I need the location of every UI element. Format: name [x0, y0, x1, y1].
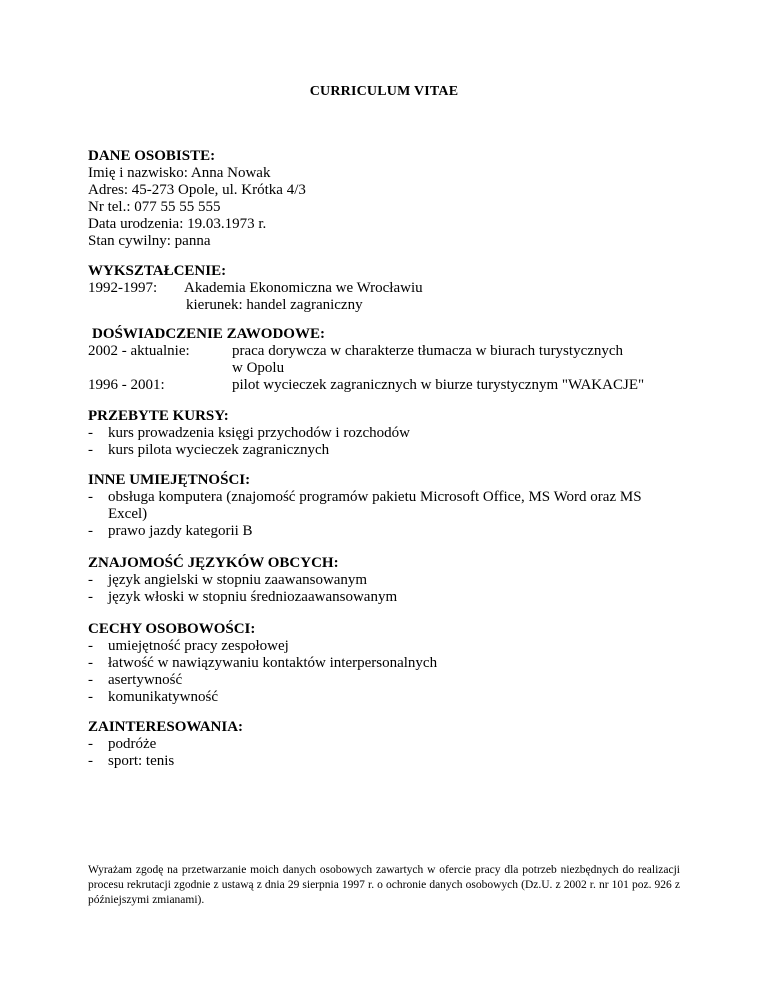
traits-section	[88, 621, 688, 706]
personal-name: Imię i nazwisko: Anna Nowak	[88, 165, 271, 181]
bullet-dash: -	[88, 689, 93, 705]
trait-item: komunikatywność	[108, 689, 218, 705]
bullet-dash: -	[88, 672, 93, 688]
list-item	[88, 689, 688, 706]
trait-item: umiejętność pracy zespołowej	[108, 638, 289, 654]
interest-item: podróże	[108, 736, 157, 752]
skills-section	[88, 472, 688, 540]
personal-birthdate: Data urodzenia: 19.03.1973 r.	[88, 216, 267, 232]
bullet-dash: -	[88, 572, 93, 588]
personal-phone: Nr tel.: 077 55 55 555	[88, 199, 221, 215]
courses-heading: PRZEBYTE KURSY:	[88, 408, 229, 424]
experience-description: pilot wycieczek zagranicznych w biurze turystycznym "WAKACJE"	[232, 377, 645, 393]
traits-heading: CECHY OSOBOWOŚCI:	[88, 621, 256, 637]
list-item	[88, 655, 688, 672]
bullet-dash: -	[88, 736, 93, 752]
list-item	[88, 736, 688, 753]
bullet-dash: -	[88, 655, 93, 671]
experience-period: 2002 - aktualnie:	[88, 343, 190, 359]
education-heading: WYKSZTAŁCENIE:	[88, 263, 227, 279]
personal-section	[88, 148, 688, 250]
experience-section	[88, 326, 688, 394]
bullet-dash: -	[88, 523, 93, 539]
language-item: język angielski w stopniu zaawansowanym	[108, 572, 368, 588]
list-item	[88, 425, 688, 442]
list-item	[88, 572, 688, 589]
bullet-dash: -	[88, 638, 93, 654]
list-item	[88, 638, 688, 655]
bullet-dash: -	[88, 753, 93, 769]
list-item	[88, 672, 688, 689]
language-item: język włoski w stopniu średniozaawansowanym	[108, 589, 398, 605]
personal-address: Adres: 45-273 Opole, ul. Krótka 4/3	[88, 182, 306, 198]
trait-item: łatwość w nawiązywaniu kontaktów interpersonalnych	[108, 655, 438, 671]
languages-heading: ZNAJOMOŚĆ JĘZYKÓW OBCYCH:	[88, 555, 339, 571]
skill-item: obsługa komputera (znajomość programów pakietu Microsoft Office, MS Word oraz MS Excel)	[108, 489, 642, 522]
education-section	[88, 263, 688, 314]
education-row	[88, 280, 688, 297]
experience-entry-continued	[88, 360, 688, 377]
skills-heading: INNE UMIEJĘTNOŚCI:	[88, 472, 251, 488]
personal-heading: DANE OSOBISTE:	[88, 148, 216, 164]
courses-section	[88, 408, 688, 459]
education-period: 1992-1997:	[88, 280, 158, 296]
list-item	[88, 753, 688, 770]
data-processing-consent: Wyrażam zgodę na przetwarzanie moich danych osobowych zawartych w ofercie pracy dla potrzeb niezbędnych do realizacji procesu rekrutacji zgodnie z ustawą z dnia 29 sierpnia 1997 r. o ochronie danych osobowych (Dz.U. z 2002 r. nr 101 poz. 926 z późniejszymi zmianami).	[88, 864, 680, 906]
education-field: kierunek: handel zagraniczny	[186, 297, 363, 313]
document-title: CURRICULUM VITAE	[309, 84, 459, 99]
interest-item: sport: tenis	[108, 753, 175, 769]
interests-section	[88, 719, 688, 770]
education-school: Akademia Ekonomiczna we Wrocławiu	[184, 280, 423, 296]
course-item: kurs prowadzenia księgi przychodów i rozchodów	[108, 425, 410, 441]
bullet-dash: -	[88, 442, 93, 458]
education-field-row	[88, 297, 688, 314]
skill-item: prawo jazdy kategorii B	[108, 523, 253, 539]
list-item	[88, 489, 678, 523]
experience-entry	[88, 377, 688, 394]
bullet-dash: -	[88, 425, 93, 441]
list-item	[88, 589, 688, 606]
experience-entry	[88, 343, 688, 360]
bullet-dash: -	[88, 489, 93, 505]
list-item	[88, 442, 688, 459]
bullet-dash: -	[88, 589, 93, 605]
experience-period: 1996 - 2001:	[88, 377, 165, 393]
list-item	[88, 523, 688, 540]
experience-description: praca dorywcza w charakterze tłumacza w biurach turystycznych	[232, 343, 624, 359]
experience-description: w Opolu	[232, 360, 285, 376]
trait-item: asertywność	[108, 672, 183, 688]
personal-marital-status: Stan cywilny: panna	[88, 233, 211, 249]
course-item: kurs pilota wycieczek zagranicznych	[108, 442, 330, 458]
experience-heading: DOŚWIADCZENIE ZAWODOWE:	[92, 326, 325, 342]
interests-heading: ZAINTERESOWANIA:	[88, 719, 244, 735]
languages-section	[88, 555, 688, 606]
